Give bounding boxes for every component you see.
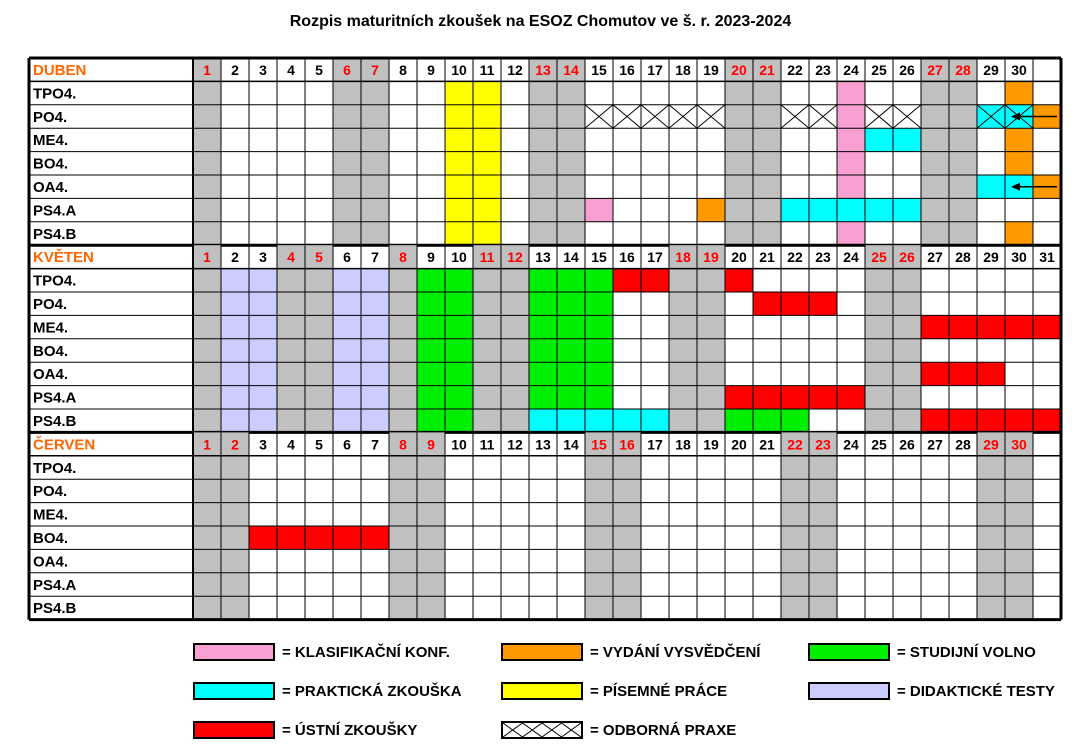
day-number: 8 (399, 62, 407, 78)
day-number: 9 (427, 249, 435, 266)
bar-red (725, 386, 865, 409)
day-number: 22 (787, 249, 803, 266)
day-number: 16 (619, 249, 635, 266)
legend-item-red (193, 719, 417, 741)
bar-pink (837, 222, 865, 245)
class-label: TPO4. (33, 85, 77, 103)
legend-item-yellow (501, 680, 727, 702)
month-name: DUBEN (33, 62, 87, 79)
day-number: 6 (343, 62, 351, 78)
day-number: 19 (703, 62, 719, 78)
day-number: 5 (315, 249, 323, 266)
bar-green (529, 292, 613, 315)
bar-red (921, 315, 1061, 338)
day-number: 17 (647, 436, 663, 453)
bar-red (921, 409, 1061, 432)
day-number: 24 (843, 62, 859, 78)
day-number: 31 (1039, 249, 1055, 266)
class-label: PS4.B (33, 225, 77, 243)
bar-green (529, 269, 613, 292)
day-number: 30 (1011, 249, 1027, 266)
day-number: 26 (899, 62, 915, 78)
day-number: 10 (451, 436, 467, 453)
day-number: 19 (703, 249, 719, 266)
day-number: 29 (983, 436, 999, 453)
legend-label: = KLASIFIKAČNÍ KONF. (282, 643, 450, 661)
day-number: 2 (231, 62, 239, 78)
day-number: 20 (731, 249, 747, 266)
legend-item-lavender (808, 680, 1055, 702)
day-number: 18 (675, 249, 691, 266)
day-number: 16 (619, 436, 635, 453)
day-number: 22 (787, 436, 803, 453)
legend-label: = ODBORNÁ PRAXE (590, 721, 737, 739)
day-number: 15 (591, 436, 607, 453)
legend-swatch-green (808, 643, 890, 661)
day-number: 20 (731, 436, 747, 453)
class-label: TPO4. (33, 459, 77, 477)
class-label: PS4.B (33, 600, 77, 618)
bar-green (725, 409, 809, 432)
day-number: 23 (815, 62, 831, 78)
day-number: 4 (287, 249, 295, 266)
bar-pink (837, 105, 865, 128)
bar-green (529, 339, 613, 362)
day-number: 1 (203, 62, 211, 78)
bar-pink (837, 81, 865, 104)
day-number: 4 (287, 436, 295, 453)
class-label: PS4.B (33, 413, 77, 430)
day-number: 13 (535, 62, 551, 78)
bar-orange (1005, 81, 1033, 104)
praxe-cross-icon (503, 723, 581, 737)
day-number: 26 (899, 249, 915, 266)
month-name: KVĚTEN (33, 249, 94, 267)
day-number: 16 (619, 62, 635, 78)
class-label: PO4. (33, 108, 68, 126)
day-number: 5 (315, 436, 323, 453)
legend-swatch-pink (193, 643, 275, 661)
day-number: 1 (203, 436, 211, 453)
day-number: 28 (955, 436, 971, 453)
bar-red (921, 362, 1005, 385)
day-number: 7 (371, 249, 379, 266)
class-label: OA4. (33, 366, 69, 384)
legend-swatch-cyan (193, 682, 275, 700)
day-number: 2 (231, 436, 239, 453)
day-number: 28 (955, 62, 971, 78)
month-name: ČERVEN (33, 436, 96, 454)
day-number: 9 (427, 62, 435, 78)
bar-orange (1005, 152, 1033, 175)
day-number: 11 (479, 249, 495, 266)
legend-item-praxe (501, 719, 736, 741)
day-number: 18 (675, 436, 691, 453)
day-number: 21 (759, 249, 775, 266)
day-number: 12 (507, 249, 523, 266)
day-number: 15 (591, 249, 607, 266)
legend-item-pink (193, 641, 450, 663)
day-number: 18 (675, 62, 691, 78)
day-number: 19 (703, 436, 719, 453)
day-number: 11 (479, 436, 495, 453)
bar-green (529, 386, 613, 409)
day-number: 29 (983, 249, 999, 266)
class-label: PO4. (33, 296, 68, 313)
day-number: 3 (259, 62, 267, 78)
bar-orange (1005, 128, 1033, 151)
legend-item-cyan (193, 680, 462, 702)
bar-pink (585, 198, 613, 221)
day-number: 26 (899, 436, 915, 453)
day-number: 14 (563, 436, 579, 453)
day-number: 24 (843, 436, 859, 453)
day-number: 29 (983, 62, 999, 78)
bar-orange (697, 198, 725, 221)
day-number: 3 (259, 249, 267, 266)
day-number: 7 (371, 436, 379, 453)
day-number: 9 (427, 436, 435, 453)
bar-pink (837, 152, 865, 175)
legend-swatch-praxe (501, 721, 583, 739)
day-number: 25 (871, 249, 887, 266)
day-number: 14 (563, 62, 579, 78)
day-number: 21 (759, 62, 775, 78)
bar-pink (837, 128, 865, 151)
day-number: 22 (787, 62, 803, 78)
legend-label: = PRAKTICKÁ ZKOUŠKA (282, 682, 462, 700)
day-number: 10 (451, 62, 467, 78)
legend-label: = DIDAKTICKÉ TESTY (897, 682, 1055, 700)
class-label: OA4. (33, 179, 69, 196)
day-number: 30 (1011, 62, 1027, 78)
bar-green (529, 362, 613, 385)
class-label: PO4. (33, 483, 68, 501)
legend-swatch-red (193, 721, 275, 739)
day-number: 25 (871, 436, 887, 453)
bar-cyan (529, 409, 669, 432)
day-number: 8 (399, 436, 407, 453)
bar-pink (837, 175, 865, 198)
day-number: 30 (1011, 436, 1027, 453)
class-label: OA4. (33, 553, 69, 571)
day-number: 14 (563, 249, 579, 266)
bar-red (249, 526, 389, 549)
day-number: 21 (759, 436, 775, 453)
day-number: 24 (843, 249, 859, 266)
class-label: PS4.A (33, 389, 77, 407)
day-number: 12 (507, 436, 523, 453)
bar-cyan (781, 198, 921, 221)
day-number: 12 (507, 62, 523, 78)
legend-item-orange (501, 641, 760, 663)
day-number: 28 (955, 249, 971, 266)
day-number: 1 (203, 249, 211, 266)
class-label: PS4.A (33, 202, 77, 220)
day-number: 6 (343, 249, 351, 266)
legend-label: = STUDIJNÍ VOLNO (897, 643, 1036, 661)
day-number: 2 (231, 249, 239, 266)
day-number: 17 (647, 249, 663, 266)
day-number: 27 (927, 62, 943, 78)
day-number: 8 (399, 249, 407, 266)
day-number: 10 (451, 249, 467, 266)
class-label: BO4. (33, 342, 69, 360)
legend-swatch-yellow (501, 682, 583, 700)
class-label: ME4. (33, 506, 69, 524)
day-number: 27 (927, 249, 943, 266)
day-number: 23 (815, 249, 831, 266)
day-number: 13 (535, 249, 551, 266)
day-number: 3 (259, 436, 267, 453)
bar-red (753, 292, 837, 315)
day-number: 17 (647, 62, 663, 78)
day-number: 27 (927, 436, 943, 453)
day-number: 15 (591, 62, 607, 78)
legend-item-green (808, 641, 1036, 663)
bar-orange (1005, 222, 1033, 245)
class-label: BO4. (33, 155, 69, 173)
class-label: ME4. (33, 319, 69, 337)
day-number: 25 (871, 62, 887, 78)
class-label: PS4.A (33, 576, 77, 594)
legend-swatch-lavender (808, 682, 890, 700)
day-number: 20 (731, 62, 747, 78)
class-label: TPO4. (33, 272, 77, 290)
legend-label: = VYDÁNÍ VYSVĚDČENÍ (590, 643, 761, 661)
bar-red (725, 269, 753, 292)
page-title: Rozpis maturitních zkoušek na ESOZ Chomutov ve š. r. 2023-2024 (289, 13, 792, 30)
day-number: 7 (371, 62, 379, 78)
day-number: 13 (535, 436, 551, 453)
day-number: 4 (287, 62, 295, 78)
day-number: 23 (815, 436, 831, 453)
legend-label: = ÚSTNÍ ZKOUŠKY (282, 721, 418, 739)
day-number: 6 (343, 436, 351, 453)
bar-green (529, 315, 613, 338)
day-number: 5 (315, 62, 323, 78)
legend-label: = PÍSEMNÉ PRÁCE (590, 682, 728, 700)
legend-swatch-orange (501, 643, 583, 661)
class-label: BO4. (33, 530, 69, 547)
day-number: 11 (479, 62, 495, 78)
class-label: ME4. (33, 132, 69, 150)
